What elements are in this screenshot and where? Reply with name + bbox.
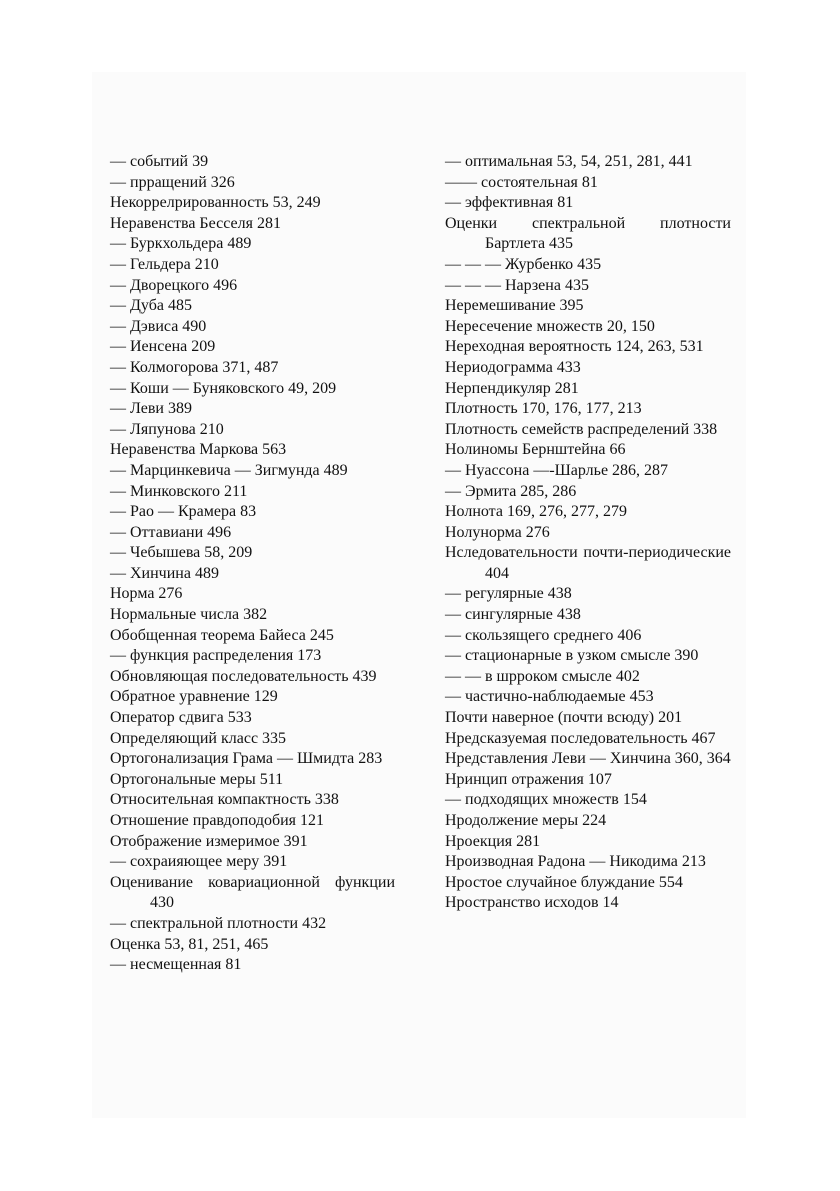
index-entry: Неравенства Маркова 563 xyxy=(110,441,287,459)
index-entry: Нормальные числа 382 xyxy=(110,606,268,624)
index-entry: Нредсказуемая последовательность 467 xyxy=(445,729,716,747)
index-entry: Определяющий класс 335 xyxy=(110,729,287,747)
index-entry: — Дворецкого 496 xyxy=(110,276,238,294)
index-entry: Ортогональные меры 511 xyxy=(110,770,284,788)
index-entry: — Хинчина 489 xyxy=(110,564,219,582)
index-entry: — Иенсена 209 xyxy=(110,338,216,356)
index-entry: — Колмогорова 371, 487 xyxy=(110,358,279,376)
index-entry: Обновляющая последовательность 439 xyxy=(110,667,377,685)
index-entry: Нолунорма 276 xyxy=(445,523,550,541)
index-entry: Нерпендикуляр 281 xyxy=(445,379,579,397)
index-entry: Нроекция 281 xyxy=(445,832,541,850)
index-entry: Нериодограмма 433 xyxy=(445,358,581,376)
index-entry: — сингулярные 438 xyxy=(445,606,581,624)
index-entry: Обратное уравнение 129 xyxy=(110,688,278,706)
index-entry: Обобщенная теорема Байеса 245 xyxy=(110,626,334,644)
index-entry: Нследовательности почти-периодические 404 xyxy=(445,544,731,582)
index-entry: — Чебышева 58, 209 xyxy=(110,544,253,562)
index-entry: — Минковского 211 xyxy=(110,482,248,500)
index-entry: Некоррелpированность 53, 249 xyxy=(110,194,321,212)
index-entry: — Эрмита 285, 286 xyxy=(445,482,577,500)
index-entry: — Леви 389 xyxy=(110,400,192,418)
index-entry: Нростое случайное блуждание 554 xyxy=(445,873,683,891)
index-entry: — Дуба 485 xyxy=(110,297,192,315)
index-entry: Нереходная вероятность 124, 263, 531 xyxy=(445,338,704,356)
index-entry: — Ляпунова 210 xyxy=(110,420,224,438)
index-entry: — событий 39 xyxy=(110,153,209,170)
index-entry: Ортогонализация Грама — Шмидта 283 xyxy=(110,750,383,768)
index-entry: — сохраияющее меру 391 xyxy=(110,853,288,871)
index-entry: —— состоятельная 81 xyxy=(445,173,598,191)
index-entry: — пppащений 326 xyxy=(110,173,235,191)
index-entry: — Дэвиса 490 xyxy=(110,317,207,335)
index-entry: Нроизводная Радона — Никодима 213 xyxy=(445,853,706,871)
index-entry: Оценивание ковариационной функции 430 xyxy=(110,873,395,912)
index-column-right xyxy=(445,152,731,914)
index-entry: — Оттавиани 496 xyxy=(110,523,232,541)
index-entry: Плотность 170, 176, 177, 213 xyxy=(445,400,642,418)
index-entry: Неравенства Бесселя 281 xyxy=(110,214,281,232)
index-entry: Оценка 53, 81, 251, 465 xyxy=(110,935,269,953)
index-entry: Норма 276 xyxy=(110,585,183,603)
index-entry: Оценки спектральной плотности Бартлета 435 xyxy=(445,214,731,253)
index-entry: — Гельдера 210 xyxy=(110,255,219,273)
index-entry: — Нуассона —-Шарлье 286, 287 xyxy=(445,461,669,479)
index-entry: — Марцинкевича — Зигмунда 489 xyxy=(110,461,348,479)
index-entry: Нолнота 169, 276, 277, 279 xyxy=(445,503,627,521)
index-entry: — функция распределения 173 xyxy=(110,647,322,665)
index-entry: — скользящего среднего 406 xyxy=(445,626,642,644)
index-entry: Относительная компактность 338 xyxy=(110,791,339,809)
index-entry: Отображение измеримое 391 xyxy=(110,832,308,850)
index-entry: Нродолжение меры 224 xyxy=(445,812,607,829)
index-entry: Почти наверное (почти всюду) 201 xyxy=(445,709,683,727)
index-entry: — спектральной плотности 432 xyxy=(110,914,327,932)
index-entry: Нересечение множеств 20, 150 xyxy=(445,317,655,335)
index-entry: — — — Журбенко 435 xyxy=(445,255,602,273)
index-entry: — Буркхольдера 489 xyxy=(110,235,252,253)
index-entry: — — в шpроком смысле 402 xyxy=(445,667,640,685)
index-entry: — стационарные в узком смысле 390 xyxy=(445,647,699,665)
index-entry: — — — Нарзена 435 xyxy=(445,276,589,294)
index-entry: — Рао — Крамера 83 xyxy=(110,503,257,521)
index-entry: — регулярные 438 xyxy=(445,585,572,603)
index-entry: Нринцип отражения 107 xyxy=(445,770,612,788)
index-entry: — подходящих множеств 154 xyxy=(445,791,647,809)
index-column-left xyxy=(110,152,395,976)
index-entry: Нолиномы Бернштейна 66 xyxy=(445,441,626,459)
index-entry: — Коши — Буняковского 49, 209 xyxy=(110,379,337,397)
index-entry: — оптимальная 53, 54, 251, 281, 441 xyxy=(445,153,693,170)
index-entry: — несмещенная 81 xyxy=(110,956,242,974)
index-entry: — эффективная 81 xyxy=(445,194,574,212)
index-entry: Отношение правдоподобия 121 xyxy=(110,812,325,829)
index-entry: Неремешивание 395 xyxy=(445,297,584,315)
index-entry: Нредставления Леви — Хинчина 360, 364 xyxy=(445,750,731,768)
index-entry: Оператор сдвига 533 xyxy=(110,709,252,727)
index-entry: — частично-наблюдаемые 453 xyxy=(445,688,654,706)
index-entry: Нространство исходов 14 xyxy=(445,894,619,912)
index-entry: Плотность семейств распределений 338 xyxy=(445,420,718,438)
